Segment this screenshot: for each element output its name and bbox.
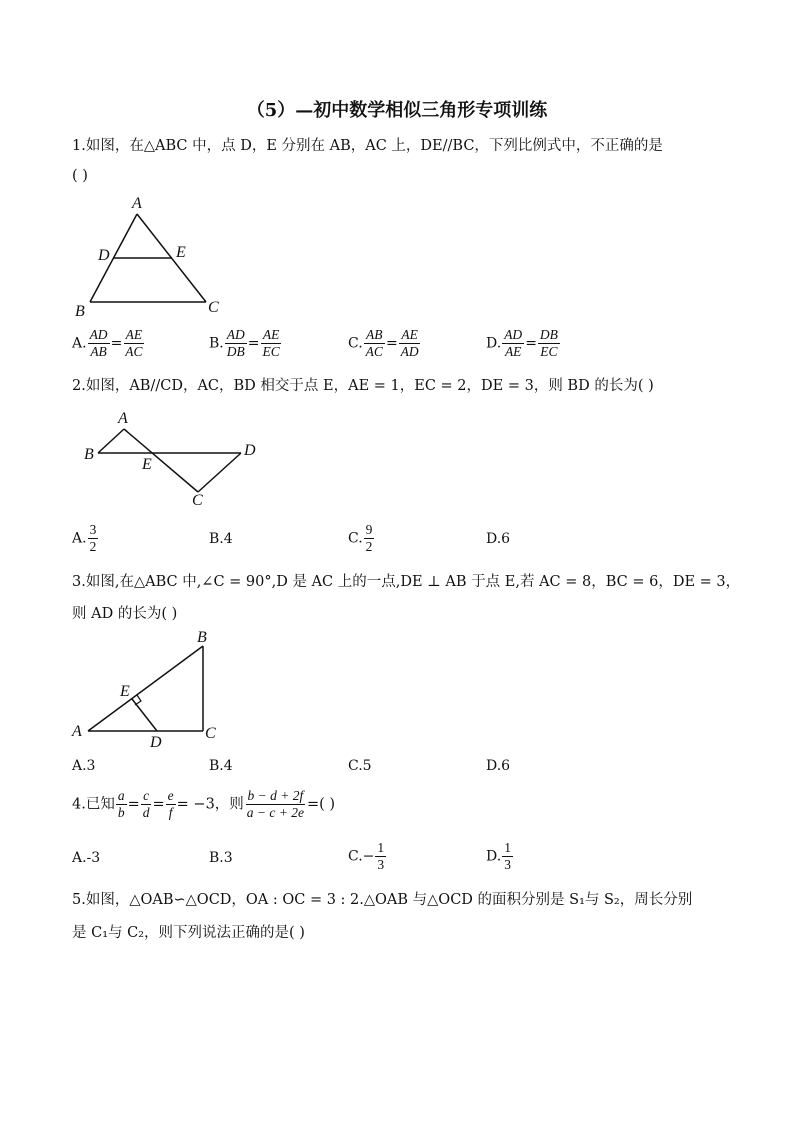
label-d: D — [150, 734, 162, 751]
label-d: D — [98, 247, 110, 264]
label-a: A — [72, 723, 82, 740]
label-a: A — [132, 195, 142, 212]
label-c: C — [205, 725, 216, 742]
question-2-figure — [78, 405, 268, 515]
label-e: E — [176, 244, 186, 261]
label-e: E — [142, 456, 152, 473]
question-5-text: 5.如图，△OAB∽△OCD，OA : OC = 3 : 2.△OAB 与△OCD 的面积分别是 S₁与 S₂，周长分别 — [72, 892, 693, 908]
page-title: （5）—初中数学相似三角形专项训练 — [246, 100, 548, 121]
question-4-option-a[interactable]: A.-3 — [72, 850, 101, 866]
question-2-text: 2.如图，AB//CD，AC，BD 相交于点 E，AE = 1，EC = 2，DE = 3，则 BD 的长为( ) — [72, 378, 654, 394]
label-b: B — [197, 629, 207, 646]
segment-cd — [198, 453, 241, 492]
question-2-option-a[interactable]: A. $\frac{3}{2}$ — [72, 522, 97, 554]
question-1-option-b[interactable]: B. $\frac{AD}{DB}$ = $\frac{AE}{EC}$ — [209, 327, 280, 359]
label-b: B — [84, 446, 94, 463]
question-3-figure — [70, 628, 230, 753]
segment-ab — [88, 646, 203, 731]
question-1-option-c[interactable]: C. $\frac{AB}{AC}$ = $\frac{AE}{AD}$ — [348, 327, 419, 359]
question-1-text: 1.如图，在△ABC 中，点 D，E 分别在 AB，AC 上，DE//BC，下列比例式中，不正确的是 — [72, 138, 663, 154]
question-3-text: 3.如图,在△ABC 中,∠C = 90°,D 是 AC 上的一点,DE ⊥ AB 于点 E,若 AC = 8，BC = 6，DE = 3， — [72, 574, 741, 590]
question-4-text: 4.已知 $\frac{a}{b}$ = $\frac{c}{d}$ = $\frac{e}{f}$ = −3，则 $\frac{b - d + 2f}{a - c + 2e}$ =( ) — [72, 788, 336, 820]
question-4-option-b[interactable]: B.3 — [209, 850, 233, 866]
question-1-option-d[interactable]: D. $\frac{AD}{AE}$ = $\frac{DB}{EC}$ — [486, 327, 558, 359]
label-e: E — [120, 683, 130, 700]
segment-ac — [124, 429, 198, 492]
question-3-option-d[interactable]: D.6 — [486, 758, 511, 774]
question-4-option-d[interactable]: D. $\frac{1}{3}$ — [486, 840, 511, 872]
question-2-option-b[interactable]: B.4 — [209, 531, 233, 547]
question-1-option-a[interactable]: A. $\frac{AD}{AB}$ = $\frac{AE}{AC}$ — [72, 327, 143, 359]
label-b: B — [75, 303, 85, 320]
question-3-text-line-2: 则 AD 的长为( ) — [72, 606, 178, 622]
question-4-option-c[interactable]: C.− $\frac{1}{3}$ — [348, 840, 385, 872]
question-3-option-c[interactable]: C.5 — [348, 758, 372, 774]
label-a: A — [118, 410, 128, 427]
label-c: C — [208, 299, 219, 316]
question-5-text-line-2: 是 C₁与 C₂，则下列说法正确的是( ) — [72, 925, 305, 941]
question-3-option-a[interactable]: A.3 — [72, 758, 96, 774]
label-c: C — [192, 492, 203, 509]
segment-ab — [98, 429, 124, 453]
question-2-option-c[interactable]: C. $\frac{9}{2}$ — [348, 522, 373, 554]
question-2-option-d[interactable]: D.6 — [486, 531, 511, 547]
label-d: D — [244, 442, 256, 459]
question-3-option-b[interactable]: B.4 — [209, 758, 233, 774]
question-1-answer-blank: ( ) — [72, 168, 88, 184]
question-1-figure — [70, 192, 240, 322]
